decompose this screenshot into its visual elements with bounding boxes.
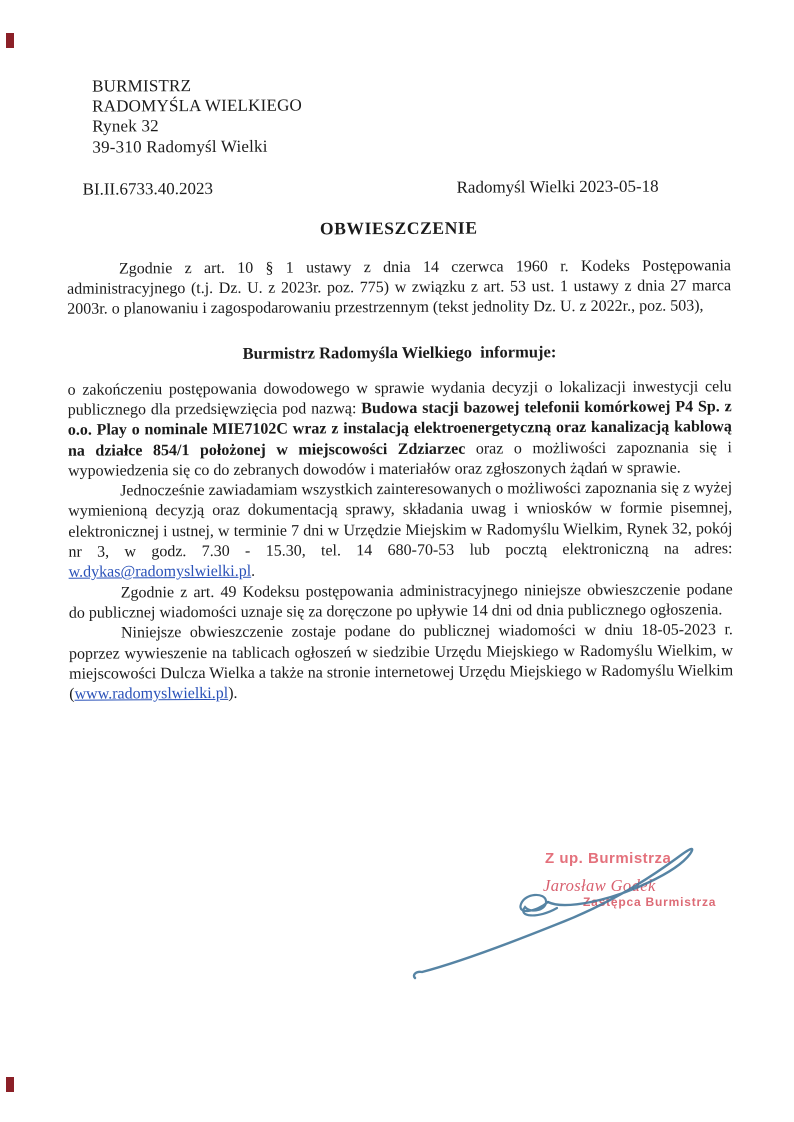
stamp-signer-name: Jarosław Godek (543, 876, 656, 895)
document-content (66, 73, 733, 705)
email-link[interactable]: w.dykas@radomyslwielki.pl (68, 563, 252, 582)
place-and-date: Radomyśl Wielki 2023-05-18 (456, 176, 659, 197)
paragraph-legal-basis: Zgodnie z art. 10 § 1 ustawy z dnia 14 czerwca 1960 r. Kodeks Postępowania administracyjnego (t.j. Dz. U. z 2023r. poz. 775) w związku z art. 53 ust. 1 ustawy z dnia 27 marca 2003r. o planowaniu i zagospodarowaniu przestrzennym (tekst jednolity Dz. U. z 2022r., poz. 503), (67, 257, 732, 319)
sender-line: BURMISTRZ (92, 76, 192, 96)
signature-block (405, 840, 717, 990)
notice-text: Jednocześnie zawiadamiam wszystkich zainteresowanych o możliwości zapoznania się z wyżej wymienioną decyzją oraz dokumentacją sprawy, składania uwag i wniosków w formie pisemnej, elektronicznej i ustnej, w terminie 7 dni w Urzędzie Miejskim w Radomyślu Wielkim, Rynek 32, pokój nr 3, w godz. 7.30 - 15.30, tel. 14 680-70-53 lub pocztą elektroniczną na adres: (68, 479, 733, 561)
publication-after-text: ). (228, 685, 238, 703)
sender-line: RADOMYŚLA WIELKIEGO (92, 95, 303, 116)
decision-intro-text: o zakończeniu postępowania dowodowego w sprawie wydania decyzji o lokalizacji inwestycji celu publicznego dla przedsięwzięcia pod nazwą: (67, 377, 732, 419)
decision-project-name: Budowa stacji bazowej telefonii komórkowej P4 Sp. z o.o. Play o nominale MIE7102C wraz z instalacją elektroenergetyczną oraz kanalizacją kablową na działce 854/1 położonej w miejscowości Zdziarzec (67, 398, 732, 460)
scan-mark-top (6, 33, 14, 48)
paragraph-notice (68, 478, 733, 583)
stamp-authority-line: Z up. Burmistrza (545, 850, 672, 867)
stamp-signer-position: Zastępca Burmistrza (583, 895, 717, 909)
sender-line: 39-310 Radomyśl Wielki (92, 136, 268, 157)
paragraph-publication (69, 621, 733, 706)
decision-rest-text: oraz o możliwości zapoznania się i wypowiedzenia się co do zebranych dowodów i materiałów oraz zgłoszonych żądań w sprawie. (68, 438, 732, 480)
paragraph-decision (68, 377, 733, 482)
sender-address (92, 73, 730, 157)
announcement-heading: Burmistrz Radomyśla Wielkiego informuje: (242, 341, 557, 363)
sender-line: Rynek 32 (92, 116, 159, 137)
reference-number: BI.II.6733.40.2023 (82, 178, 213, 199)
handwritten-signature-icon (405, 840, 705, 990)
document-title: OBWIESZCZENIE (319, 217, 478, 239)
website-link[interactable]: www.radomyslwielki.pl (74, 685, 229, 703)
scan-mark-bottom (6, 1077, 14, 1092)
notice-after-text: . (251, 563, 256, 581)
paragraph-art49: Zgodnie z art. 49 Kodeksu postępowania administracyjnego niniejsze obwieszczenie podane do publicznej wiadomości uznaje się za doręczone po upływie 14 dni od dnia publicznego ogłoszenia. (68, 580, 733, 622)
publication-text: Niniejsze obwieszczenie zostaje podane do publicznej wiadomości w dniu 18-05-2023 r. poprzez wywieszenie na tablicach ogłoszeń w siedzibie Urzędu Miejskiego w Radomyślu Wielkim, w miejscowości Dulcza Wielka a także na stronie internetowej Urzędu Miejskiego w Radomyślu Wielkim ( (68, 621, 734, 703)
reference-row (83, 176, 731, 199)
